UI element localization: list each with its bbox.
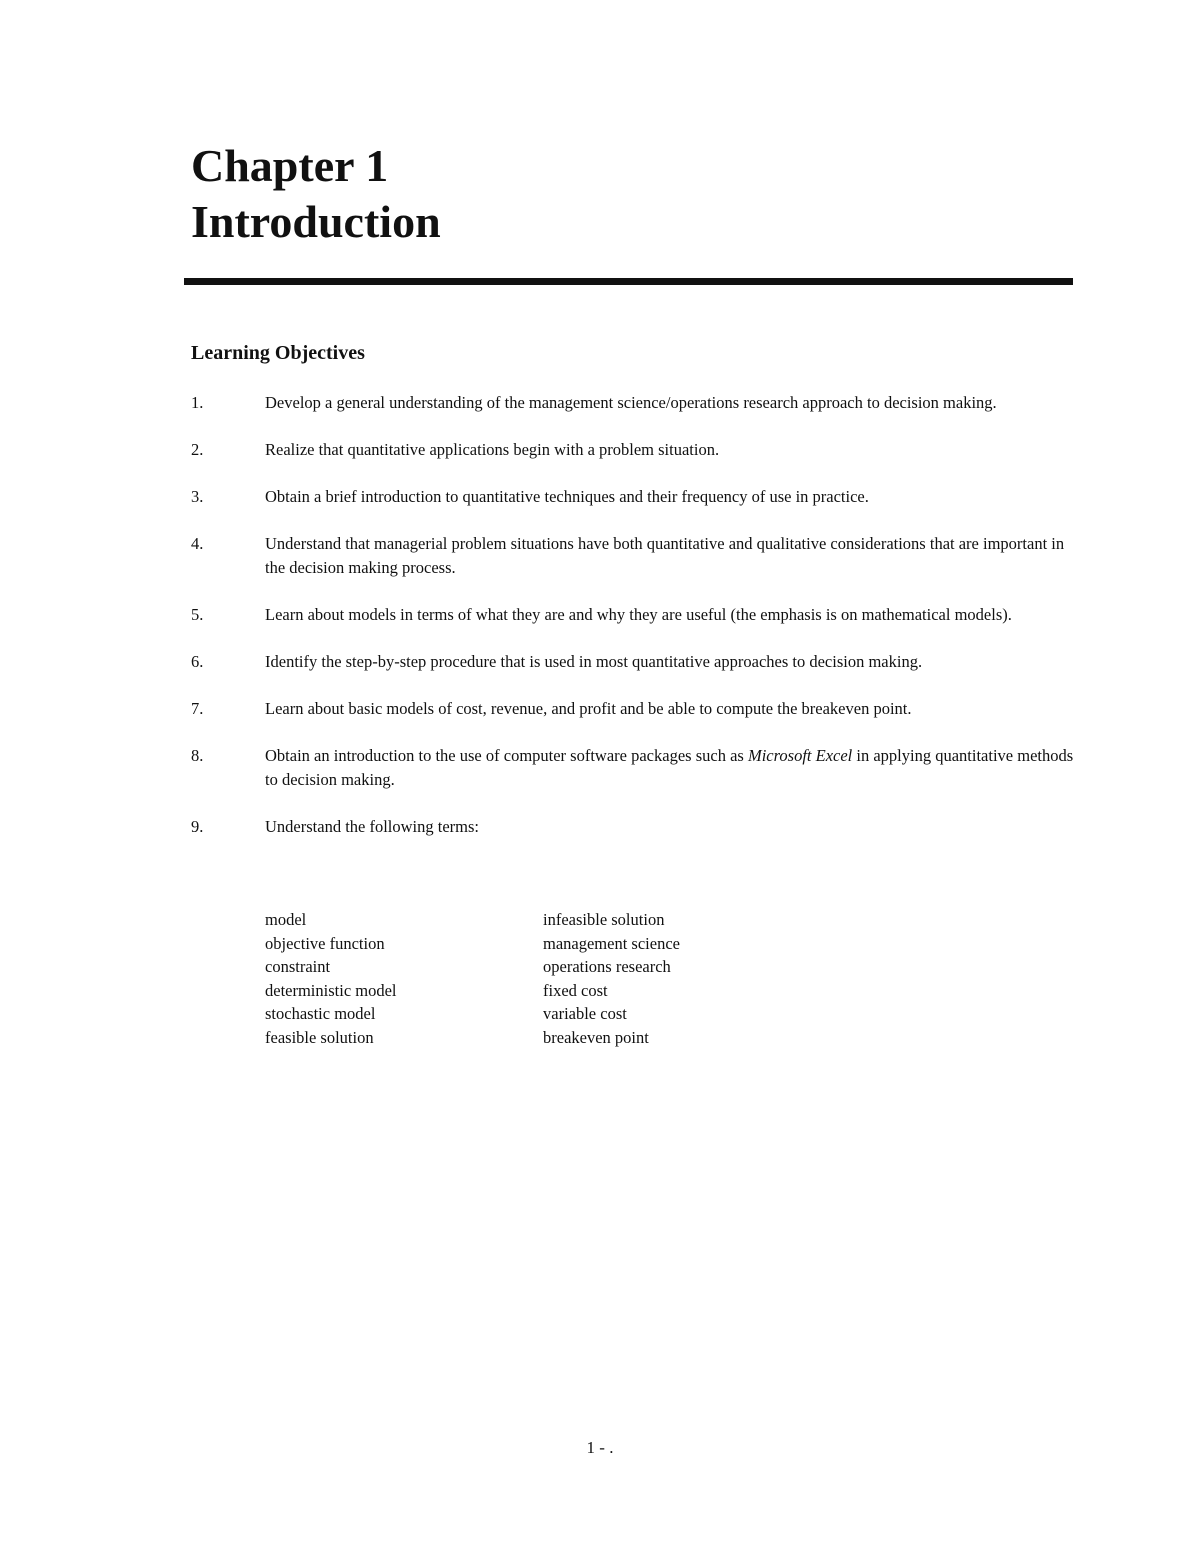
objective-item <box>191 697 1086 721</box>
objective-item <box>191 603 1086 627</box>
objective-text: Develop a general understanding of the management science/operations research approach to decision making. <box>265 393 997 412</box>
objective-item <box>191 650 1086 674</box>
objective-number: 8. <box>191 746 204 765</box>
term: operations research <box>543 957 671 976</box>
objective-number: 5. <box>191 605 204 624</box>
objective-item <box>191 391 1086 415</box>
objective-item <box>191 485 1086 509</box>
terms-column-left <box>265 908 397 1049</box>
term: variable cost <box>543 1004 627 1023</box>
title-rule <box>184 278 1073 285</box>
objective-number: 3. <box>191 487 204 506</box>
term: objective function <box>265 933 385 953</box>
objective-text <box>265 744 1086 792</box>
objectives-list <box>191 391 1086 862</box>
term: fixed cost <box>543 980 608 1000</box>
objective-item <box>191 815 1086 839</box>
term: constraint <box>265 957 331 976</box>
objective-text-end: in applying quantitative methods to decision making. <box>265 746 1074 789</box>
objective-number: 1. <box>191 393 204 412</box>
term: feasible solution <box>265 1027 374 1047</box>
objective-text: Learn about models in terms of what they are and why they are useful (the emphasis is on mathematical models). <box>265 605 1012 624</box>
term: stochastic model <box>265 1004 376 1023</box>
chapter-title <box>191 138 441 250</box>
chapter-number: Chapter 1 <box>191 140 389 191</box>
term: deterministic model <box>265 980 397 1000</box>
objective-text: Realize that quantitative applications begin with a problem situation. <box>265 440 720 459</box>
page-number: 1 - . <box>586 1438 614 1457</box>
objective-text: Obtain a brief introduction to quantitative techniques and their frequency of use in practice. <box>265 487 869 506</box>
terms-column-right <box>543 908 680 1049</box>
section-heading: Learning Objectives <box>191 342 365 364</box>
objective-item <box>191 744 1086 792</box>
objective-text: Understand that managerial problem situations have both quantitative and qualitative considerations that are important in the decision making process. <box>265 534 1065 577</box>
chapter-name: Introduction <box>191 196 441 247</box>
objective-item <box>191 532 1086 580</box>
term: infeasible solution <box>543 910 665 929</box>
objective-text: Learn about basic models of cost, revenue, and profit and be able to compute the breakeven point. <box>265 699 912 718</box>
term: model <box>265 910 307 929</box>
objective-number: 2. <box>191 440 204 459</box>
objective-number: 4. <box>191 534 204 553</box>
term: breakeven point <box>543 1027 649 1047</box>
term: management science <box>543 933 680 953</box>
objective-number: 7. <box>191 699 204 718</box>
software-name: Microsoft Excel <box>747 746 853 765</box>
objective-text-start: Obtain an introduction to the use of computer software packages such as <box>265 746 748 765</box>
objective-text: Identify the step-by-step procedure that is used in most quantitative approaches to decision making. <box>265 652 923 671</box>
objective-number: 9. <box>191 817 204 836</box>
objective-number: 6. <box>191 652 204 671</box>
objective-text: Understand the following terms: <box>265 817 480 836</box>
objective-item <box>191 438 1086 462</box>
